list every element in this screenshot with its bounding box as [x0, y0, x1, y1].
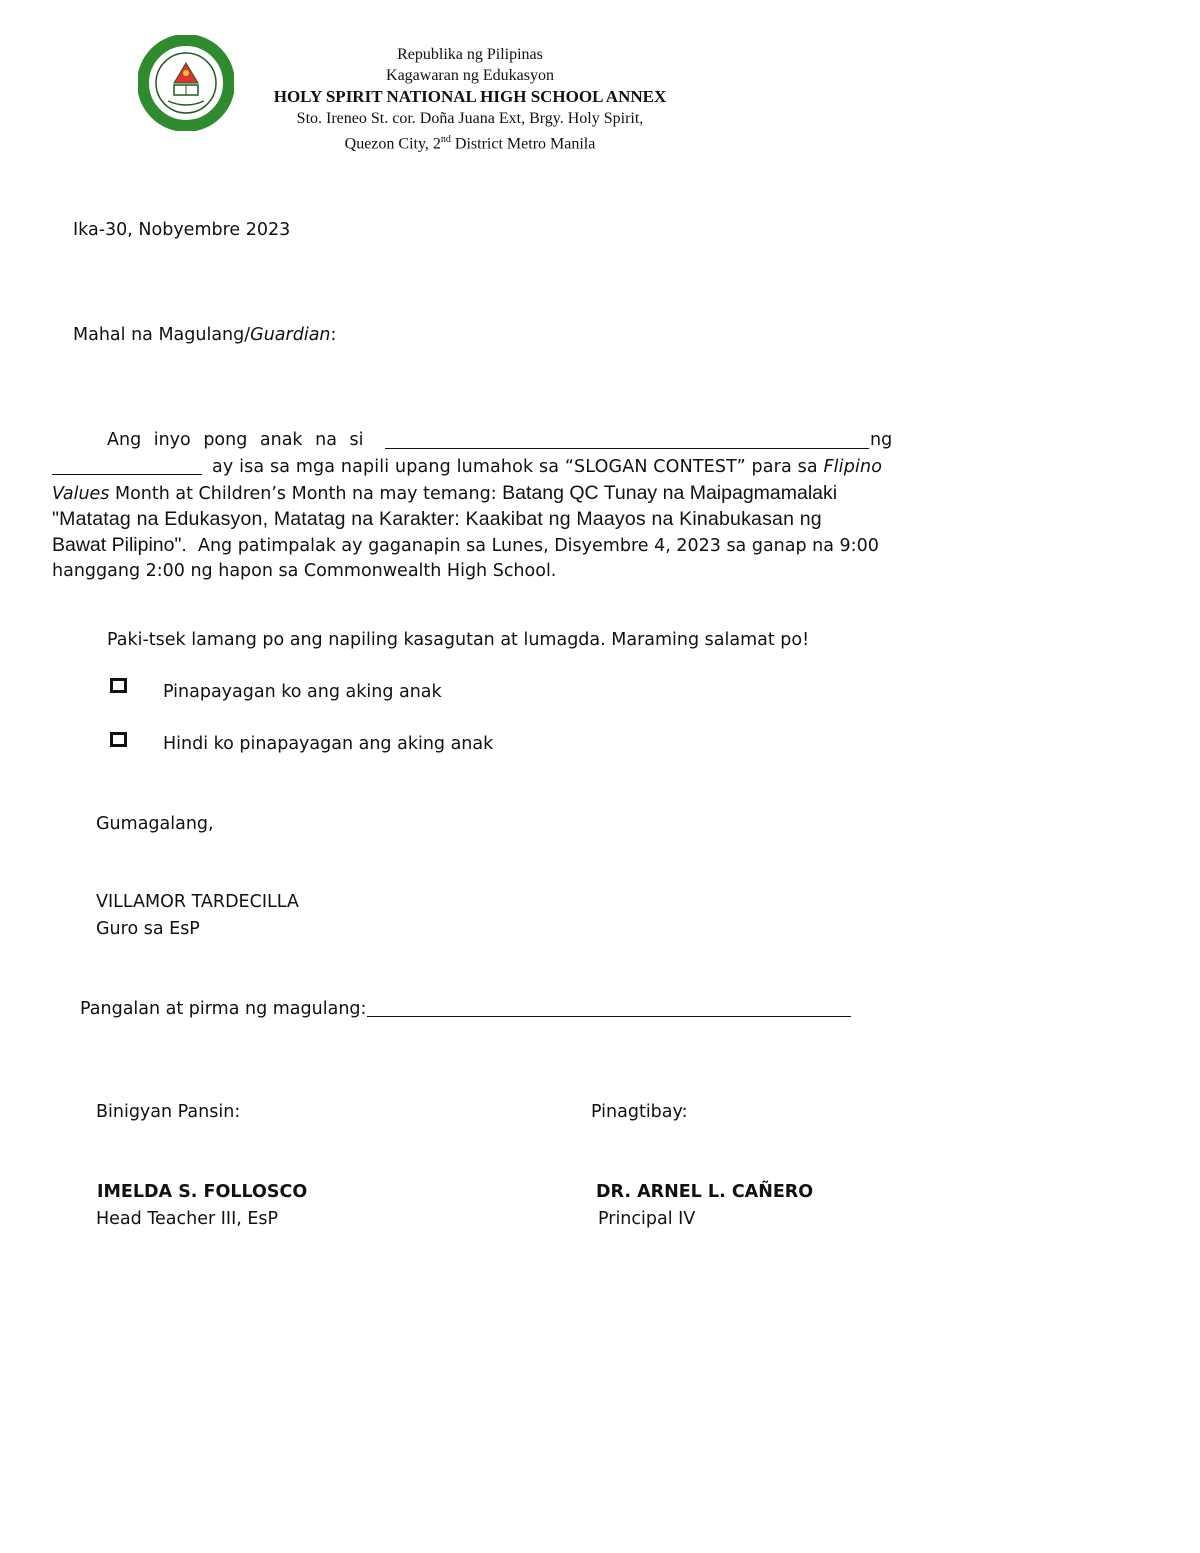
letter-date: Ika-30, Nobyembre 2023	[73, 220, 291, 240]
school-seal-logo	[138, 35, 234, 131]
paragraph-line-3: Values Month at Children’s Month na may temang: Batang QC Tunay na Maipagmamalaki	[52, 482, 838, 504]
checkbox-disallow[interactable]	[110, 732, 127, 747]
instruction-text: Paki-tsek lamang po ang napiling kasagutan at lumagda. Maraming salamat po!	[107, 630, 810, 650]
closing: Gumagalang,	[96, 814, 214, 834]
teacher-title: Guro sa EsP	[96, 919, 200, 939]
approved-name: DR. ARNEL L. CAÑERO	[596, 1182, 814, 1202]
paragraph-line-4: "Matatag na Edukasyon, Matatag na Karakter: Kaakibat ng Maayos na Kinabukasan ng	[52, 508, 822, 530]
paragraph-line-6: hanggang 2:00 ng hapon sa Commonwealth High School.	[52, 561, 557, 581]
paragraph-line-2: ay isa sa mga napili upang lumahok sa “SLOGAN CONTEST” para sa Flipino	[212, 457, 883, 477]
option-allow-label: Pinapayagan ko ang aking anak	[163, 682, 442, 702]
student-name-blank[interactable]	[385, 430, 869, 449]
header-republic: Republika ng Pilipinas	[397, 46, 543, 63]
approved-title: Principal IV	[598, 1209, 696, 1229]
teacher-name: VILLAMOR TARDECILLA	[96, 892, 299, 912]
option-disallow-label: Hindi ko pinapayagan ang aking anak	[163, 734, 494, 754]
header-address-2: Quezon City, 2nd District Metro Manila	[344, 134, 596, 153]
paragraph-line-5: Bawat Pilipino". Ang patimpalak ay gaganapin sa Lunes, Disyembre 4, 2023 sa ganap na 9:00	[52, 534, 879, 556]
section-blank[interactable]	[52, 456, 202, 475]
salutation: Mahal na Magulang/Guardian:	[73, 325, 337, 345]
header-address-1: Sto. Ireneo St. cor. Doña Juana Ext, Brgy. Holy Spirit,	[296, 110, 644, 127]
paragraph-ng: ng	[870, 430, 893, 450]
checkbox-allow[interactable]	[110, 678, 127, 693]
noted-title: Head Teacher III, EsP	[96, 1209, 279, 1229]
header-school-name: HOLY SPIRIT NATIONAL HIGH SCHOOL ANNEX	[273, 87, 667, 106]
approved-label: Pinagtibay:	[591, 1102, 688, 1122]
noted-label: Binigyan Pansin:	[96, 1102, 241, 1122]
header-department: Kagawaran ng Edukasyon	[386, 67, 554, 84]
noted-name: IMELDA S. FOLLOSCO	[97, 1182, 308, 1202]
paragraph-line-1: Ang inyo pong anak na si	[107, 430, 364, 450]
parent-signature-line[interactable]	[367, 998, 851, 1017]
parent-signature-label: Pangalan at pirma ng magulang:	[80, 999, 367, 1019]
